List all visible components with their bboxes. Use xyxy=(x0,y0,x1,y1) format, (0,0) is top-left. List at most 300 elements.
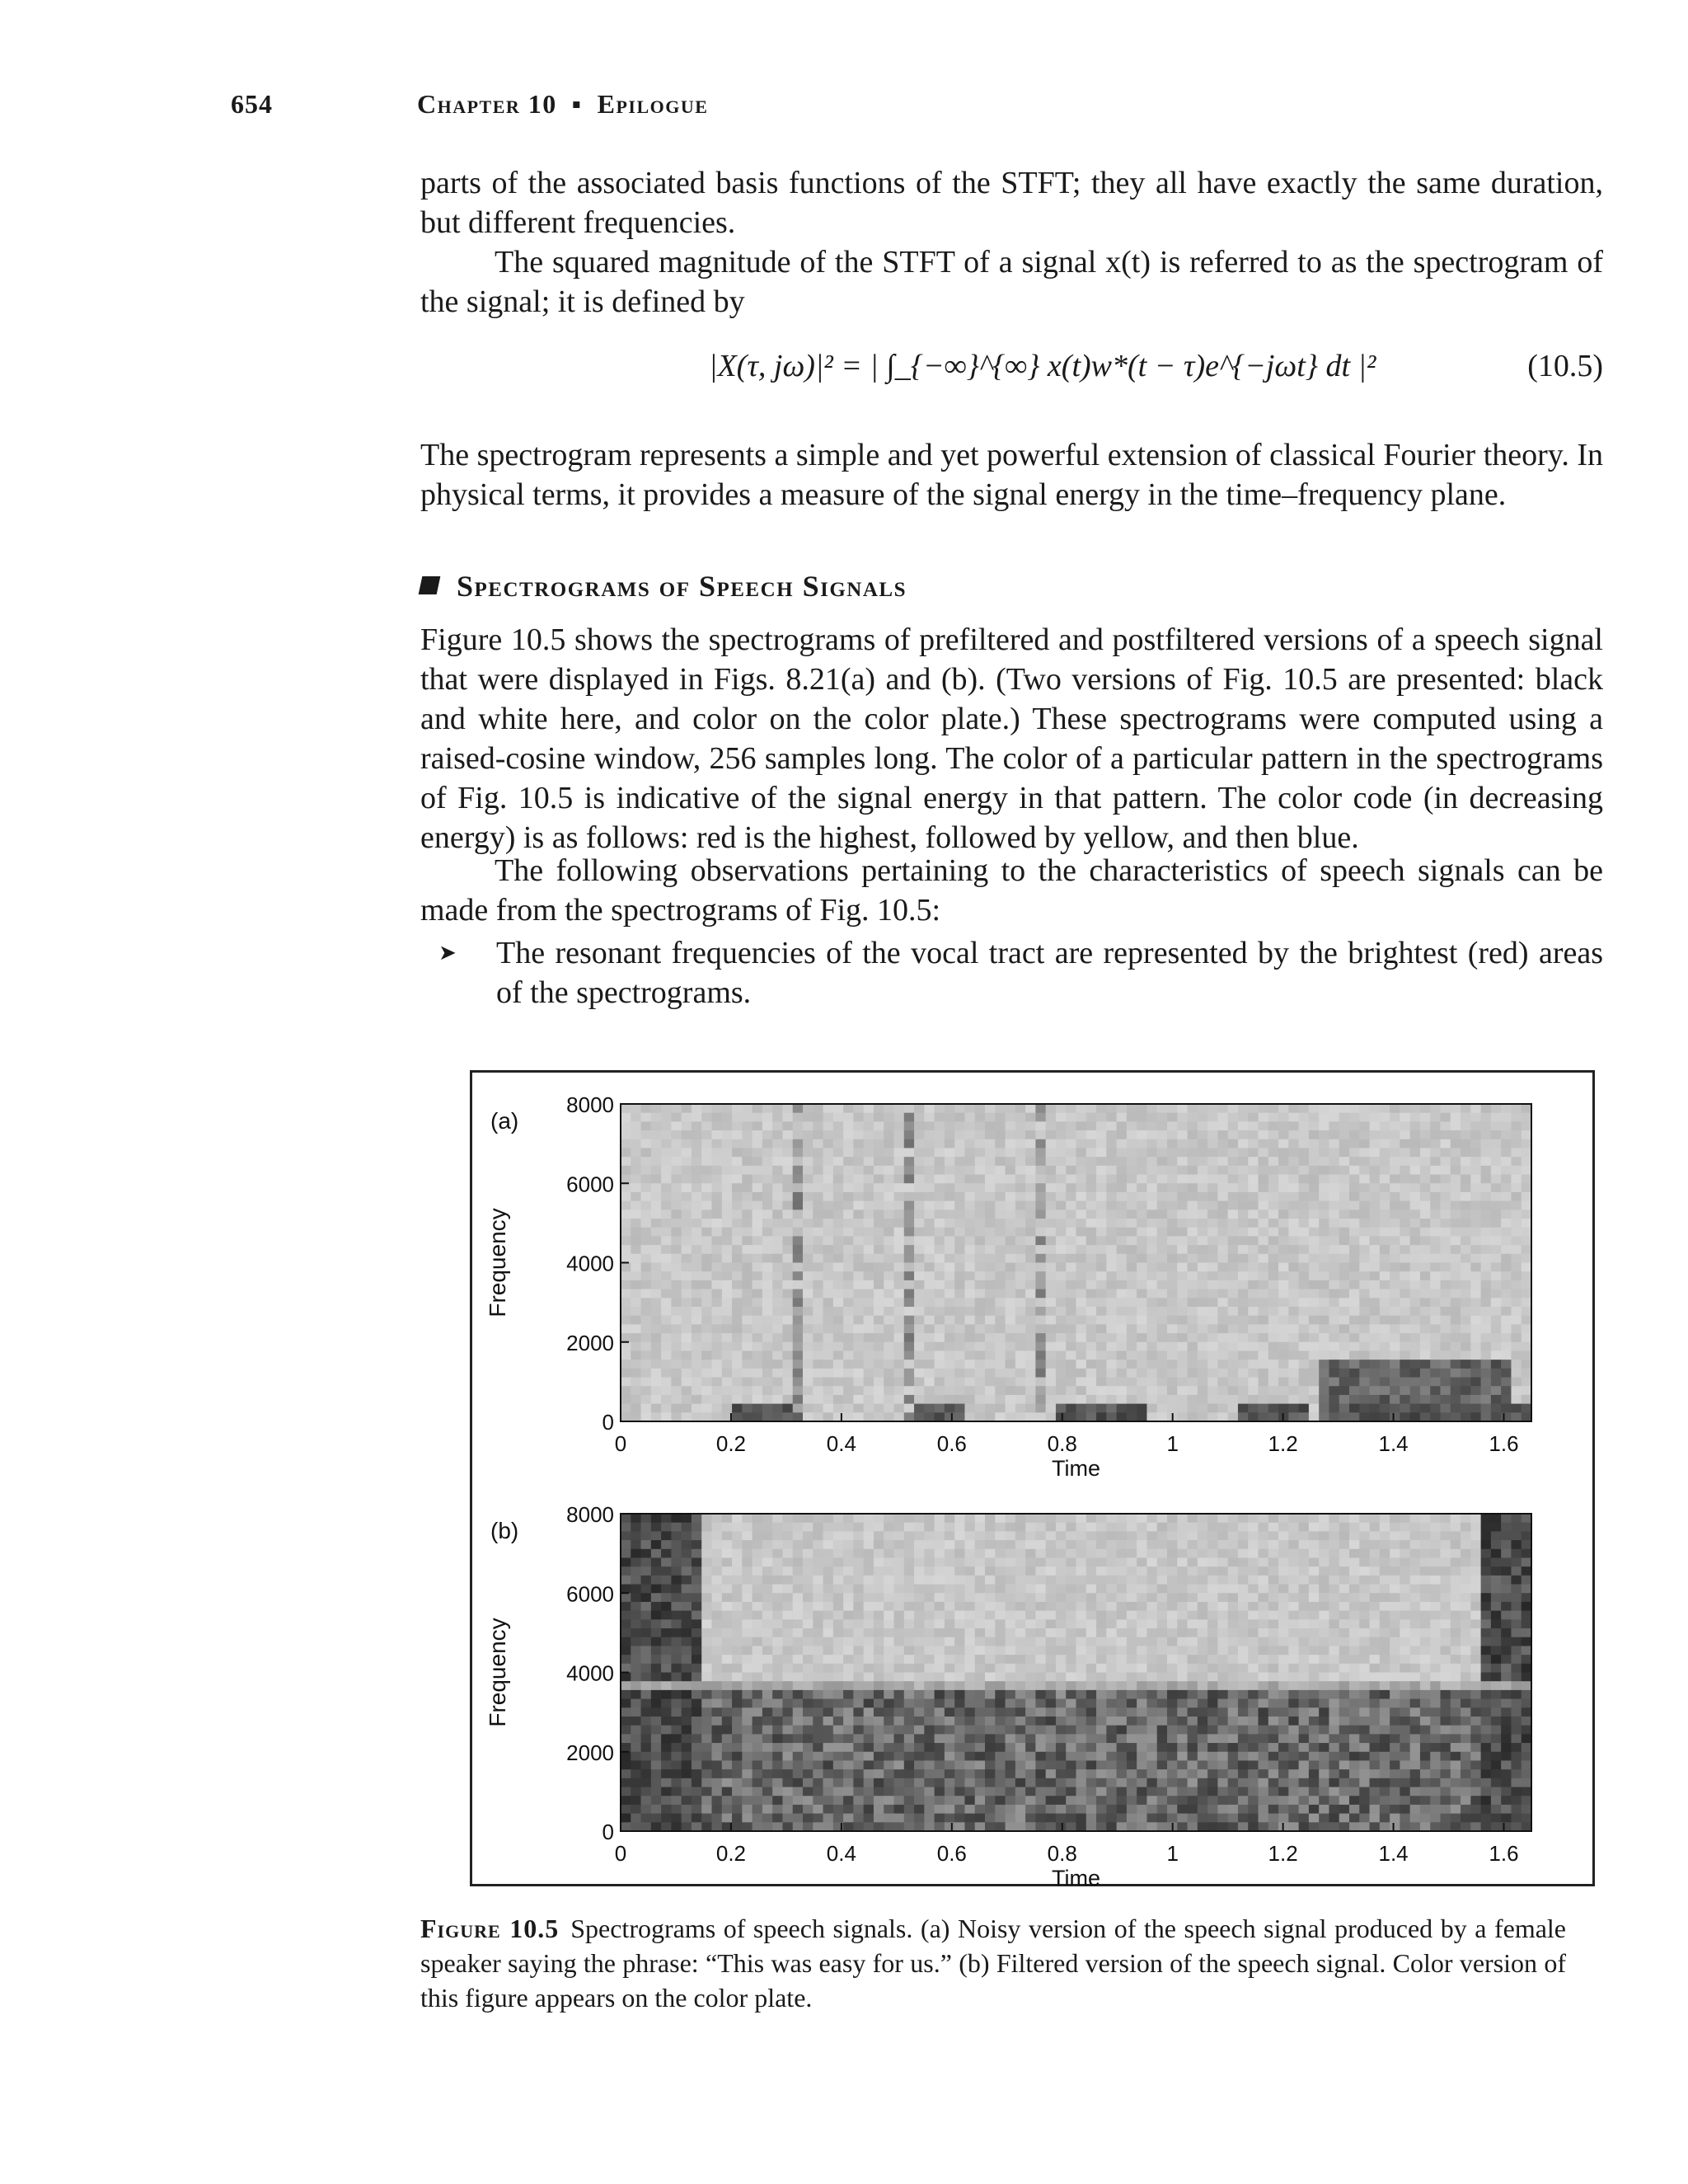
spectrogram-cell xyxy=(1137,1566,1147,1576)
spectrogram-cell xyxy=(742,1148,753,1157)
spectrogram-cell xyxy=(1157,1412,1168,1421)
spectrogram-cell xyxy=(803,1228,814,1237)
spectrogram-cell xyxy=(945,1157,955,1166)
spectrogram-cell xyxy=(1288,1655,1299,1664)
spectrogram-cell xyxy=(853,1655,864,1664)
spectrogram-cell xyxy=(1066,1585,1076,1594)
spectrogram-cell xyxy=(1511,1166,1522,1175)
spectrogram-cell xyxy=(1188,1254,1198,1263)
spectrogram-cell xyxy=(661,1245,672,1254)
spectrogram-cell xyxy=(671,1378,682,1387)
spectrogram-cell xyxy=(1106,1139,1117,1148)
spectrogram-cell xyxy=(1127,1121,1137,1130)
spectrogram-cell xyxy=(1066,1549,1076,1558)
spectrogram-cell xyxy=(1066,1148,1076,1157)
spectrogram-cell xyxy=(833,1245,844,1254)
spectrogram-cell xyxy=(1420,1369,1431,1378)
spectrogram-cell xyxy=(1117,1201,1128,1210)
spectrogram-cell xyxy=(1177,1673,1188,1682)
spectrogram-cell xyxy=(1248,1298,1259,1307)
spectrogram-cell xyxy=(964,1280,975,1289)
spectrogram-cell xyxy=(964,1602,975,1611)
spectrogram-cell xyxy=(1127,1289,1137,1299)
spectrogram-cell xyxy=(1451,1360,1461,1369)
spectrogram-cell xyxy=(813,1342,823,1351)
spectrogram-cell xyxy=(1370,1298,1381,1307)
spectrogram-cell xyxy=(884,1378,894,1387)
spectrogram-cell xyxy=(1207,1121,1218,1130)
spectrogram-cell xyxy=(1522,1183,1532,1192)
spectrogram-cell xyxy=(1066,1342,1076,1351)
spectrogram-cell xyxy=(894,1593,905,1602)
spectrogram-cell xyxy=(945,1104,955,1113)
section-heading xyxy=(420,569,907,604)
spectrogram-cell xyxy=(1522,1646,1532,1655)
spectrogram-cell xyxy=(1461,1378,1471,1387)
spectrogram-cell xyxy=(1349,1219,1360,1228)
spectrogram-cell xyxy=(1349,1307,1360,1316)
spectrogram-cell xyxy=(1319,1602,1329,1611)
spectrogram-cell xyxy=(692,1104,702,1113)
spectrogram-cell xyxy=(701,1576,712,1585)
spectrogram-cell xyxy=(1359,1148,1370,1157)
spectrogram-cell xyxy=(914,1576,925,1585)
spectrogram-cell xyxy=(1410,1619,1421,1628)
spectrogram-cell xyxy=(1198,1316,1208,1325)
spectrogram-cell xyxy=(894,1236,905,1245)
spectrogram-cell xyxy=(1278,1566,1289,1576)
spectrogram-cell xyxy=(793,1245,804,1254)
spectrogram-cell xyxy=(1248,1104,1259,1113)
spectrogram-cell xyxy=(1522,1280,1532,1289)
spectrogram-cell xyxy=(914,1585,925,1594)
spectrogram-cell xyxy=(742,1637,753,1646)
spectrogram-cell xyxy=(1501,1531,1512,1540)
spectrogram-cell xyxy=(803,1637,814,1646)
spectrogram-cell xyxy=(884,1236,894,1245)
spectrogram-cell xyxy=(945,1602,955,1611)
spectrogram-cell xyxy=(1441,1602,1451,1611)
spectrogram-cell xyxy=(1329,1113,1339,1122)
spectrogram-cell xyxy=(753,1378,763,1387)
spectrogram-cell xyxy=(1167,1219,1178,1228)
spectrogram-cell xyxy=(1137,1271,1147,1280)
spectrogram-cell xyxy=(1207,1280,1218,1289)
spectrogram-cell xyxy=(1188,1139,1198,1148)
spectrogram-cell xyxy=(1299,1104,1310,1113)
panel-label: (b) xyxy=(490,1518,519,1543)
spectrogram-cell xyxy=(1349,1201,1360,1210)
spectrogram-cell xyxy=(1461,1228,1471,1237)
spectrogram-cell xyxy=(1217,1139,1228,1148)
spectrogram-cell xyxy=(712,1360,723,1369)
spectrogram-cell xyxy=(1137,1628,1147,1637)
spectrogram-cell xyxy=(823,1342,834,1351)
spectrogram-cell xyxy=(945,1637,955,1646)
spectrogram-cell xyxy=(1501,1263,1512,1272)
spectrogram-cell xyxy=(753,1514,763,1523)
spectrogram-cell xyxy=(894,1557,905,1566)
spectrogram-cell xyxy=(853,1271,864,1280)
spectrogram-cell xyxy=(1127,1602,1137,1611)
spectrogram-cell xyxy=(954,1395,965,1404)
spectrogram-cell xyxy=(762,1219,773,1228)
spectrogram-cell xyxy=(1288,1113,1299,1122)
spectrogram-cell xyxy=(753,1113,763,1122)
spectrogram-cell xyxy=(782,1637,793,1646)
spectrogram-cell xyxy=(1339,1523,1350,1532)
spectrogram-cell xyxy=(1086,1566,1097,1576)
spectrogram-cell xyxy=(1329,1566,1339,1576)
spectrogram-cell xyxy=(1157,1263,1168,1272)
spectrogram-cell xyxy=(1319,1219,1329,1228)
spectrogram-cell xyxy=(1481,1342,1492,1351)
spectrogram-cell xyxy=(1177,1611,1188,1620)
spectrogram-cell xyxy=(671,1369,682,1378)
spectrogram-cell xyxy=(1268,1271,1279,1280)
spectrogram-cell xyxy=(874,1236,884,1245)
spectrogram-cell xyxy=(864,1360,874,1369)
spectrogram-cell xyxy=(904,1404,915,1413)
spectrogram-cell xyxy=(1299,1655,1310,1664)
spectrogram-cell xyxy=(1025,1557,1036,1566)
spectrogram-cell xyxy=(985,1157,996,1166)
spectrogram-cell xyxy=(631,1386,641,1395)
spectrogram-cell xyxy=(1319,1378,1329,1387)
spectrogram-cell xyxy=(1400,1219,1410,1228)
spectrogram-cell xyxy=(1400,1209,1410,1219)
spectrogram-cell xyxy=(1522,1360,1532,1369)
spectrogram-cell xyxy=(682,1350,692,1360)
spectrogram-cell xyxy=(823,1378,834,1387)
spectrogram-cell xyxy=(1177,1531,1188,1540)
spectrogram-cell xyxy=(853,1602,864,1611)
spectrogram-cell xyxy=(1319,1576,1329,1585)
spectrogram-cell xyxy=(1228,1263,1239,1272)
spectrogram-cell xyxy=(985,1130,996,1139)
spectrogram-cell xyxy=(1522,1655,1532,1664)
spectrogram-cell xyxy=(782,1333,793,1342)
spectrogram-cell xyxy=(1430,1289,1441,1299)
spectrogram-cell xyxy=(682,1531,692,1540)
spectrogram-cell xyxy=(732,1514,743,1523)
spectrogram-cell xyxy=(722,1523,733,1532)
spectrogram-cell xyxy=(753,1254,763,1263)
spectrogram-cell xyxy=(884,1585,894,1594)
spectrogram-cell xyxy=(874,1209,884,1219)
spectrogram-cell xyxy=(1167,1113,1178,1122)
spectrogram-cell xyxy=(853,1360,864,1369)
spectrogram-cell xyxy=(1319,1104,1329,1113)
spectrogram-cell xyxy=(964,1412,975,1421)
spectrogram-cell xyxy=(621,1412,631,1421)
spectrogram-cell xyxy=(671,1139,682,1148)
spectrogram-cell xyxy=(1339,1316,1350,1325)
spectrogram-cell xyxy=(1430,1395,1441,1404)
spectrogram-cell xyxy=(1066,1236,1076,1245)
spectrogram-cell xyxy=(985,1254,996,1263)
spectrogram-cell xyxy=(1146,1219,1157,1228)
spectrogram-cell xyxy=(995,1664,1006,1673)
spectrogram-cell xyxy=(1238,1369,1249,1378)
spectrogram-cell xyxy=(1511,1263,1522,1272)
spectrogram-cell xyxy=(1288,1271,1299,1280)
spectrogram-cell xyxy=(1491,1637,1502,1646)
spectrogram-cell xyxy=(924,1342,935,1351)
spectrogram-cell xyxy=(874,1646,884,1655)
spectrogram-cell xyxy=(782,1350,793,1360)
spectrogram-cell xyxy=(954,1576,965,1585)
spectrogram-cell xyxy=(1035,1523,1046,1532)
spectrogram-cell xyxy=(1390,1540,1400,1549)
spectrogram-cell xyxy=(1451,1263,1461,1272)
spectrogram-cell xyxy=(671,1316,682,1325)
spectrogram-cell xyxy=(975,1350,986,1360)
spectrogram-cell xyxy=(1461,1342,1471,1351)
spectrogram-cell xyxy=(1390,1593,1400,1602)
spectrogram-cell xyxy=(1006,1104,1016,1113)
spectrogram-cell xyxy=(1359,1228,1370,1237)
spectrogram-cell xyxy=(742,1307,753,1316)
spectrogram-cell xyxy=(813,1298,823,1307)
spectrogram-cell xyxy=(1329,1395,1339,1404)
spectrogram-cell xyxy=(772,1566,783,1576)
spectrogram-cell xyxy=(793,1360,804,1369)
spectrogram-cell xyxy=(1339,1104,1350,1113)
spectrogram-cell xyxy=(1015,1523,1026,1532)
spectrogram-cell xyxy=(1380,1585,1390,1594)
spectrogram-cell xyxy=(985,1540,996,1549)
spectrogram-cell xyxy=(985,1166,996,1175)
spectrogram-cell xyxy=(1420,1157,1431,1166)
spectrogram-cell xyxy=(1056,1576,1067,1585)
spectrogram-cell xyxy=(1025,1228,1036,1237)
spectrogram-cell xyxy=(732,1386,743,1395)
spectrogram-cell xyxy=(712,1130,723,1139)
spectrogram-cell xyxy=(1278,1360,1289,1369)
spectrogram-cell xyxy=(1066,1395,1076,1404)
spectrogram-cell xyxy=(1238,1201,1249,1210)
spectrogram-cell xyxy=(1299,1637,1310,1646)
spectrogram-cell xyxy=(1339,1157,1350,1166)
spectrogram-cell xyxy=(853,1236,864,1245)
spectrogram-cell xyxy=(1248,1166,1259,1175)
spectrogram-cell xyxy=(722,1201,733,1210)
spectrogram-cell xyxy=(1066,1637,1076,1646)
spectrogram-cell xyxy=(975,1157,986,1166)
spectrogram-cell xyxy=(1035,1611,1046,1620)
spectrogram-cell xyxy=(843,1298,854,1307)
spectrogram-cell xyxy=(1400,1531,1410,1540)
spectrogram-cell xyxy=(833,1646,844,1655)
spectrogram-cell xyxy=(1481,1271,1492,1280)
spectrogram-cell xyxy=(1309,1664,1320,1673)
spectrogram-cell xyxy=(894,1576,905,1585)
spectrogram-cell xyxy=(782,1576,793,1585)
spectrogram-cell xyxy=(1349,1139,1360,1148)
spectrogram-cell xyxy=(1086,1360,1097,1369)
spectrogram-cell xyxy=(1441,1619,1451,1628)
spectrogram-cell xyxy=(874,1148,884,1157)
spectrogram-cell xyxy=(682,1280,692,1289)
spectrogram-cell xyxy=(924,1201,935,1210)
spectrogram-cell xyxy=(1167,1593,1178,1602)
spectrogram-cell xyxy=(772,1602,783,1611)
paragraph-3: The spectrogram represents a simple and yet powerful extension of classical Fourier theory. In physical terms, it provides a measure of the signal energy in the time–frequency plane. xyxy=(420,438,1603,512)
spectrogram-cell xyxy=(1167,1148,1178,1157)
spectrogram-cell xyxy=(1006,1386,1016,1395)
spectrogram-cell xyxy=(1248,1307,1259,1316)
spectrogram-cell xyxy=(1228,1611,1239,1620)
spectrogram-cell xyxy=(1076,1378,1087,1387)
spectrogram-cell xyxy=(1167,1289,1178,1299)
spectrogram-cell xyxy=(864,1130,874,1139)
spectrogram-cell xyxy=(1380,1395,1390,1404)
spectrogram-cell xyxy=(894,1540,905,1549)
spectrogram-cell xyxy=(661,1540,672,1549)
spectrogram-cell xyxy=(793,1514,804,1523)
spectrogram-cell xyxy=(1035,1245,1046,1254)
spectrogram-cell xyxy=(1441,1254,1451,1263)
spectrogram-cell xyxy=(1106,1316,1117,1325)
spectrogram-cell xyxy=(732,1576,743,1585)
spectrogram-cell xyxy=(1430,1585,1441,1594)
spectrogram-cell xyxy=(1177,1245,1188,1254)
spectrogram-cell xyxy=(1076,1148,1087,1157)
spectrogram-cell xyxy=(1309,1540,1320,1549)
spectrogram-cell xyxy=(782,1531,793,1540)
spectrogram-cell xyxy=(1470,1113,1481,1122)
spectrogram-cell xyxy=(1359,1113,1370,1122)
spectrogram-cell xyxy=(1522,1350,1532,1360)
spectrogram-cell xyxy=(1106,1166,1117,1175)
spectrogram-cell xyxy=(884,1412,894,1421)
spectrogram-cell xyxy=(985,1412,996,1421)
spectrogram-cell xyxy=(1299,1201,1310,1210)
spectrogram-cell xyxy=(985,1664,996,1673)
spectrogram-cell xyxy=(954,1289,965,1299)
spectrogram-cell xyxy=(742,1566,753,1576)
spectrogram-cell xyxy=(1076,1342,1087,1351)
spectrogram-cell xyxy=(692,1514,702,1523)
spectrogram-cell xyxy=(1359,1523,1370,1532)
spectrogram-cell xyxy=(1259,1333,1269,1342)
spectrogram-cell xyxy=(843,1386,854,1395)
spectrogram-cell xyxy=(975,1602,986,1611)
spectrogram-cell xyxy=(1146,1664,1157,1673)
spectrogram-cell xyxy=(1430,1139,1441,1148)
spectrogram-cell xyxy=(1420,1360,1431,1369)
spectrogram-cell xyxy=(732,1557,743,1566)
spectrogram-cell xyxy=(924,1157,935,1166)
spectrogram-cell xyxy=(1461,1121,1471,1130)
spectrogram-cell xyxy=(1106,1549,1117,1558)
spectrogram-cell xyxy=(1228,1201,1239,1210)
spectrogram-cell xyxy=(1228,1664,1239,1673)
spectrogram-cell xyxy=(1319,1121,1329,1130)
spectrogram-cell xyxy=(712,1183,723,1192)
spectrogram-cell xyxy=(1380,1514,1390,1523)
spectrogram-cell xyxy=(1400,1245,1410,1254)
spectrogram-cell xyxy=(1025,1148,1036,1157)
spectrogram-cell xyxy=(975,1245,986,1254)
spectrogram-cell xyxy=(1522,1540,1532,1549)
spectrogram-cell xyxy=(661,1263,672,1272)
spectrogram-cell xyxy=(772,1531,783,1540)
spectrogram-cell xyxy=(712,1664,723,1673)
spectrogram-cell xyxy=(641,1183,652,1192)
spectrogram-cell xyxy=(945,1395,955,1404)
spectrogram-cell xyxy=(1461,1307,1471,1316)
spectrogram-cell xyxy=(813,1219,823,1228)
spectrogram-cell xyxy=(894,1673,905,1682)
spectrogram-cell xyxy=(1470,1245,1481,1254)
spectrogram-cell xyxy=(843,1628,854,1637)
spectrogram-cell xyxy=(671,1602,682,1611)
spectrogram-cell xyxy=(1127,1619,1137,1628)
spectrogram-cell xyxy=(894,1386,905,1395)
spectrogram-cell xyxy=(742,1104,753,1113)
spectrogram-cell xyxy=(1329,1673,1339,1682)
spectrogram-cell xyxy=(1441,1531,1451,1540)
spectrogram-cell xyxy=(1188,1342,1198,1351)
spectrogram-cell xyxy=(1390,1585,1400,1594)
spectrogram-cell xyxy=(843,1557,854,1566)
spectrogram-cell xyxy=(1106,1602,1117,1611)
spectrogram-cell xyxy=(631,1673,641,1682)
spectrogram-cell xyxy=(1359,1566,1370,1576)
spectrogram-cell xyxy=(1420,1209,1431,1219)
spectrogram-cell xyxy=(1217,1602,1228,1611)
spectrogram-cell xyxy=(924,1602,935,1611)
spectrogram-cell xyxy=(1006,1139,1016,1148)
spectrogram-cell xyxy=(1461,1201,1471,1210)
spectrogram-cell xyxy=(1349,1166,1360,1175)
spectrogram-cell xyxy=(1268,1523,1279,1532)
spectrogram-cell xyxy=(753,1664,763,1673)
spectrogram-cell xyxy=(964,1395,975,1404)
spectrogram-cell xyxy=(682,1254,692,1263)
spectrogram-cell xyxy=(1137,1593,1147,1602)
spectrogram-cell xyxy=(985,1289,996,1299)
spectrogram-cell xyxy=(1167,1157,1178,1166)
spectrogram-cell xyxy=(621,1593,631,1602)
spectrogram-cell xyxy=(935,1289,945,1299)
spectrogram-cell xyxy=(1177,1175,1188,1184)
spectrogram-cell xyxy=(1268,1611,1279,1620)
spectrogram-cell xyxy=(1015,1166,1026,1175)
spectrogram-cell xyxy=(1117,1157,1128,1166)
spectrogram-cell xyxy=(692,1236,702,1245)
spectrogram-cell xyxy=(874,1201,884,1210)
spectrogram-cell xyxy=(1522,1514,1532,1523)
spectrogram-cell xyxy=(742,1646,753,1655)
spectrogram-cell xyxy=(1056,1148,1067,1157)
spectrogram-cell xyxy=(1461,1130,1471,1139)
spectrogram-cell xyxy=(793,1298,804,1307)
spectrogram-cell xyxy=(1430,1219,1441,1228)
spectrogram-cell xyxy=(935,1673,945,1682)
spectrogram-cell xyxy=(1066,1673,1076,1682)
spectrogram-cell xyxy=(1491,1245,1502,1254)
spectrogram-cell xyxy=(1309,1148,1320,1157)
spectrogram-cell xyxy=(692,1673,702,1682)
spectrogram-cell xyxy=(1349,1531,1360,1540)
spectrogram-cell xyxy=(975,1121,986,1130)
spectrogram-cell xyxy=(995,1628,1006,1637)
spectrogram-cell xyxy=(782,1585,793,1594)
spectrogram-cell xyxy=(1137,1263,1147,1272)
